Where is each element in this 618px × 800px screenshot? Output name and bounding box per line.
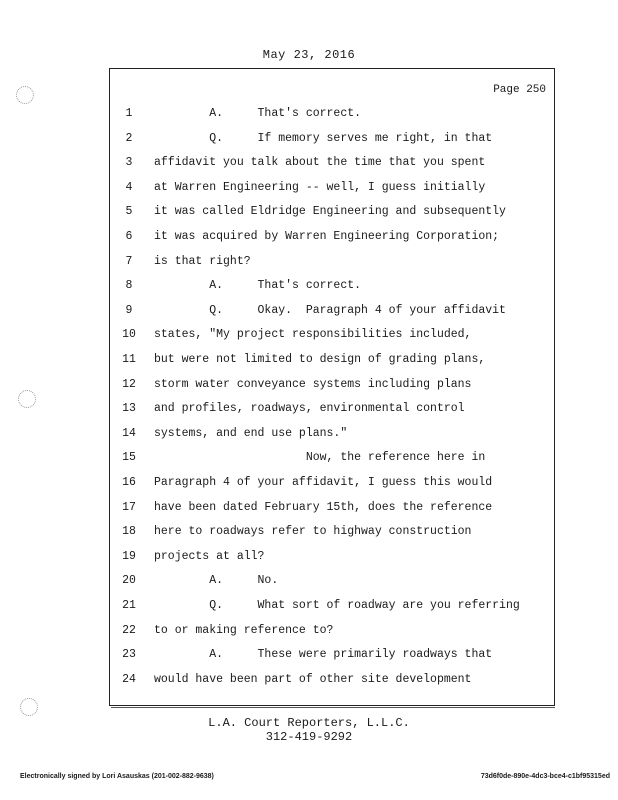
line-number: 5 xyxy=(125,205,133,219)
document-hash: 73d6f0de-890e-4dc3-bce4-c1bf95315ed xyxy=(480,773,610,780)
transcript-line xyxy=(110,402,556,420)
punch-hole-top xyxy=(16,86,34,104)
line-text: A. These were primarily roadways that xyxy=(154,648,493,662)
line-text: it was acquired by Warren Engineering Corporation; xyxy=(154,230,500,243)
line-text: here to roadways refer to highway construction xyxy=(154,525,472,539)
transcript-line xyxy=(110,476,556,494)
line-text: systems, and end use plans." xyxy=(154,426,348,440)
transcript-line xyxy=(110,599,556,617)
line-text: affidavit you talk about the time that you spent xyxy=(154,156,486,170)
transcript-line xyxy=(110,648,556,666)
line-number: 18 xyxy=(122,525,136,539)
transcript-line xyxy=(110,550,556,568)
line-number: 12 xyxy=(122,377,136,391)
line-text: is that right? xyxy=(154,254,251,268)
line-number: 13 xyxy=(122,402,136,416)
punch-hole-bottom xyxy=(20,698,38,716)
court-reporter-name: L.A. Court Reporters, L.L.C. xyxy=(208,716,410,730)
line-number: 14 xyxy=(122,426,136,440)
transcript-date: May 23, 2016 xyxy=(262,48,356,62)
transcript-line xyxy=(110,328,556,346)
line-number: 16 xyxy=(122,476,136,489)
line-number: 22 xyxy=(122,623,136,637)
transcript-line xyxy=(110,451,556,469)
line-text: to or making reference to? xyxy=(154,623,334,637)
transcript-line xyxy=(110,304,556,322)
line-number: 15 xyxy=(122,451,136,465)
line-text: at Warren Engineering -- well, I guess initially xyxy=(154,180,486,194)
line-number: 20 xyxy=(122,574,136,588)
transcript-line xyxy=(110,427,556,445)
transcript-page-frame xyxy=(109,68,555,706)
page-number: Page 250 xyxy=(493,84,546,96)
line-text: have been dated February 15th, does the reference xyxy=(154,500,493,514)
transcript-line xyxy=(110,673,556,691)
line-text: projects at all? xyxy=(154,549,265,563)
transcript-line xyxy=(110,156,556,174)
line-text: storm water conveyance systems including plans xyxy=(154,377,472,391)
transcript-line xyxy=(110,378,556,396)
line-number: 1 xyxy=(125,107,133,120)
line-text: A. No. xyxy=(154,574,279,588)
line-text: A. That's correct. xyxy=(154,279,362,293)
line-text: it was called Eldridge Engineering and subsequently xyxy=(154,205,506,219)
line-number: 2 xyxy=(125,131,133,145)
line-text: would have been part of other site development xyxy=(154,672,472,686)
line-text: and profiles, roadways, environmental control xyxy=(154,402,465,416)
line-number: 3 xyxy=(125,156,133,170)
transcript-line xyxy=(110,205,556,223)
line-text: but were not limited to design of grading plans, xyxy=(154,353,486,366)
transcript-line xyxy=(110,353,556,371)
transcript-line xyxy=(110,255,556,273)
line-text: Q. Okay. Paragraph 4 of your affidavit xyxy=(154,303,506,317)
line-number: 19 xyxy=(122,549,136,563)
line-number: 17 xyxy=(122,500,136,514)
line-number: 11 xyxy=(122,353,136,366)
court-reporter-phone: 312-419-9292 xyxy=(265,730,353,744)
line-number: 8 xyxy=(125,279,133,293)
transcript-line xyxy=(110,132,556,150)
line-number: 4 xyxy=(125,180,133,194)
line-number: 21 xyxy=(122,599,136,612)
line-number: 10 xyxy=(122,328,136,342)
transcript-line xyxy=(110,501,556,519)
line-text: A. That's correct. xyxy=(154,107,362,120)
transcript-line xyxy=(110,279,556,297)
transcript-line xyxy=(110,181,556,199)
transcript-line xyxy=(110,525,556,543)
line-number: 9 xyxy=(125,303,133,317)
line-text: Q. What sort of roadway are you referring xyxy=(154,599,520,612)
line-number: 24 xyxy=(122,672,136,686)
line-number: 6 xyxy=(125,230,133,243)
frame-divider xyxy=(111,707,555,708)
line-text: Now, the reference here in xyxy=(154,451,486,465)
transcript-line xyxy=(110,107,556,125)
line-text: states, "My project responsibilities included, xyxy=(154,328,472,342)
line-text: Paragraph 4 of your affidavit, I guess this would xyxy=(154,476,493,489)
punch-hole-middle xyxy=(18,390,36,408)
transcript-line xyxy=(110,624,556,642)
line-text: Q. If memory serves me right, in that xyxy=(154,131,493,145)
line-number: 7 xyxy=(125,254,133,268)
line-number: 23 xyxy=(122,648,136,662)
transcript-line xyxy=(110,574,556,592)
transcript-line xyxy=(110,230,556,248)
electronic-signature: Electronically signed by Lori Asauskas (201-002-882-9638) xyxy=(20,773,214,780)
